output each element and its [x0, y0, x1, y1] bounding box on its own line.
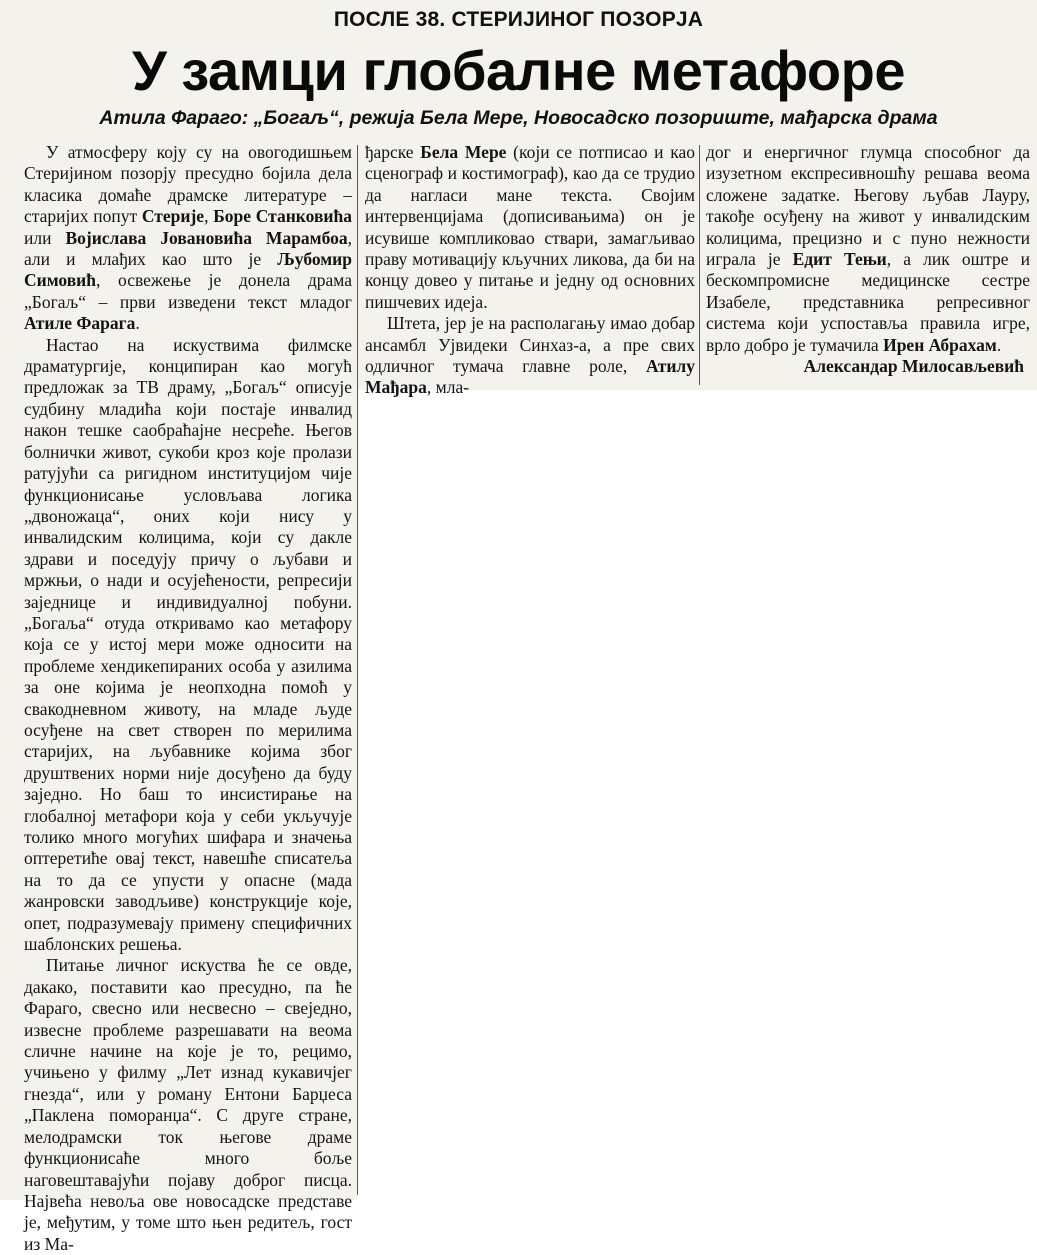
name-highlight: Љубомир Симовић	[24, 249, 352, 291]
column-divider	[699, 145, 700, 385]
article-headline: У замци глобалне метафоре	[131, 39, 905, 102]
text-run: дог и енергичног глумца способног да изузетном експресивношћу решава веома сложене задатке. Његову љубав Лауру, такође осуђену на живот у инвалидским колицима, прецизно и с пуно нежности играла је	[706, 142, 1030, 270]
text-run: Штета, јер је на располагању имао добар ансамбл Ујвидеки Синхаз-а, а пре свих одличног тумача главне роле,	[365, 313, 695, 377]
text-run: (који се потписао и као сценограф и костимограф), као да се трудио да нагласи мане текста. Својим интервенцијама (дописивањима) он је исувише компликовао ствари, замагљивао праву мотивацију кључних ликова, да би на концу довео у питање и једну од основних пишчевих идеја.	[365, 142, 695, 312]
text-run: , освежење је донела драма „Богаљ“ – први изведени текст младог	[24, 270, 352, 312]
text-run: .	[135, 313, 140, 334]
paragraph	[365, 142, 695, 313]
name-highlight: Атилу Мађара	[365, 356, 695, 398]
author-signature: Александар Милосављевић	[803, 356, 1024, 377]
text-run: У атмосферу коју су на овогодишњем Стеријином позорју пресудно бојила дела класика домаће драмске литературе – старијих попут	[24, 142, 352, 227]
paragraph: Настао на искуствима филмске драматургије, конципиран као могућ предложак за ТВ драму, „Богаљ“ описује судбину младића који постаје инвалид након тешке саобраћајне несреће. Његов болнички живот, сукоби кроз које пролази ратујући са ригидном институцијом чије функционисање условљава логика „двоножаца“, оних који нису у инвалидским колицима, који су дакле здрави и поседују причу о љубави и мржњи, о нади и осујећености, репресији заједнице и индивидуалној побуни. „Богаља“ отуда откривамо као метафору која се у истој мери може односити на проблеме хендикепираних особа у азилима за оне којима је неопходна помоћ у свакодневном животу, на младе људе осуђене на свет створен по мерилима старијих, на љубавнике којима због друштвених норми није досуђено да буду заједно. Но баш то инсистирање на глобалној метафори која у себи укључује толико много могућих шифара и значења оптеретиће овај текст, навешће списатеља на то да се упусти у опасне (мада жанровски заводљиве) конструкције које, опет, подразумевају примену специфичних шаблонских решења.	[24, 334, 352, 955]
paragraph	[24, 142, 352, 335]
article-column-2	[365, 142, 695, 399]
text-run: , мла-	[426, 377, 470, 398]
article-kicker: ПОСЛЕ 38. СТЕРИЈИНОГ ПОЗОРЈА	[333, 8, 704, 31]
paragraph	[365, 313, 695, 399]
name-highlight: Бела Мере	[420, 142, 507, 162]
text-run: ,	[204, 206, 214, 227]
paragraph	[706, 142, 1030, 356]
name-highlight: Едит Тењи	[792, 249, 887, 270]
column-divider	[357, 145, 358, 1195]
text-run: , а лик оштре и бескомпромисне медицинске сестре Изабеле, представника репресивног система који успоставља правила игре, врло добро је тумачила	[706, 249, 1030, 355]
article-subhead: Атила Фараго: „Богаљ“, режија Бела Мере, Новосадско позориште, мађарска драма	[99, 107, 938, 129]
name-highlight: Стерије	[141, 206, 205, 227]
article-column-3	[706, 142, 1030, 377]
text-run: , али и млађих као што је	[24, 227, 352, 270]
text-run: или	[24, 227, 66, 248]
name-highlight: Боре Станковића	[213, 206, 352, 227]
name-highlight: Атиле Фарага	[24, 313, 136, 334]
text-run: .	[996, 334, 1002, 355]
name-highlight: Ирен Абрахам	[883, 334, 997, 355]
name-highlight: Војислава Јовановића Марамбоа	[65, 227, 348, 248]
text-run: ђарске	[365, 142, 421, 162]
article-column-1	[24, 142, 352, 1255]
paragraph: Питање личног искуства ће се овде, дакако, поставити као пресудно, па ће Фараго, свесно или несвесно – свеједно, извесне проблеме разрешавати на веома сличне начине на које је то, рецимо, учињено у филму „Лет изнад кукавичјег гнезда“, или у роману Ентони Барџеса „Паклена поморанџа“. С друге стране, мелодрамски ток његове драме функционисаће много боље наговештавајући појаву доброг писца. Највећа невоља ове новосадске представе је, међутим, у томе што њен редитељ, гост из Ма-	[24, 955, 352, 1254]
